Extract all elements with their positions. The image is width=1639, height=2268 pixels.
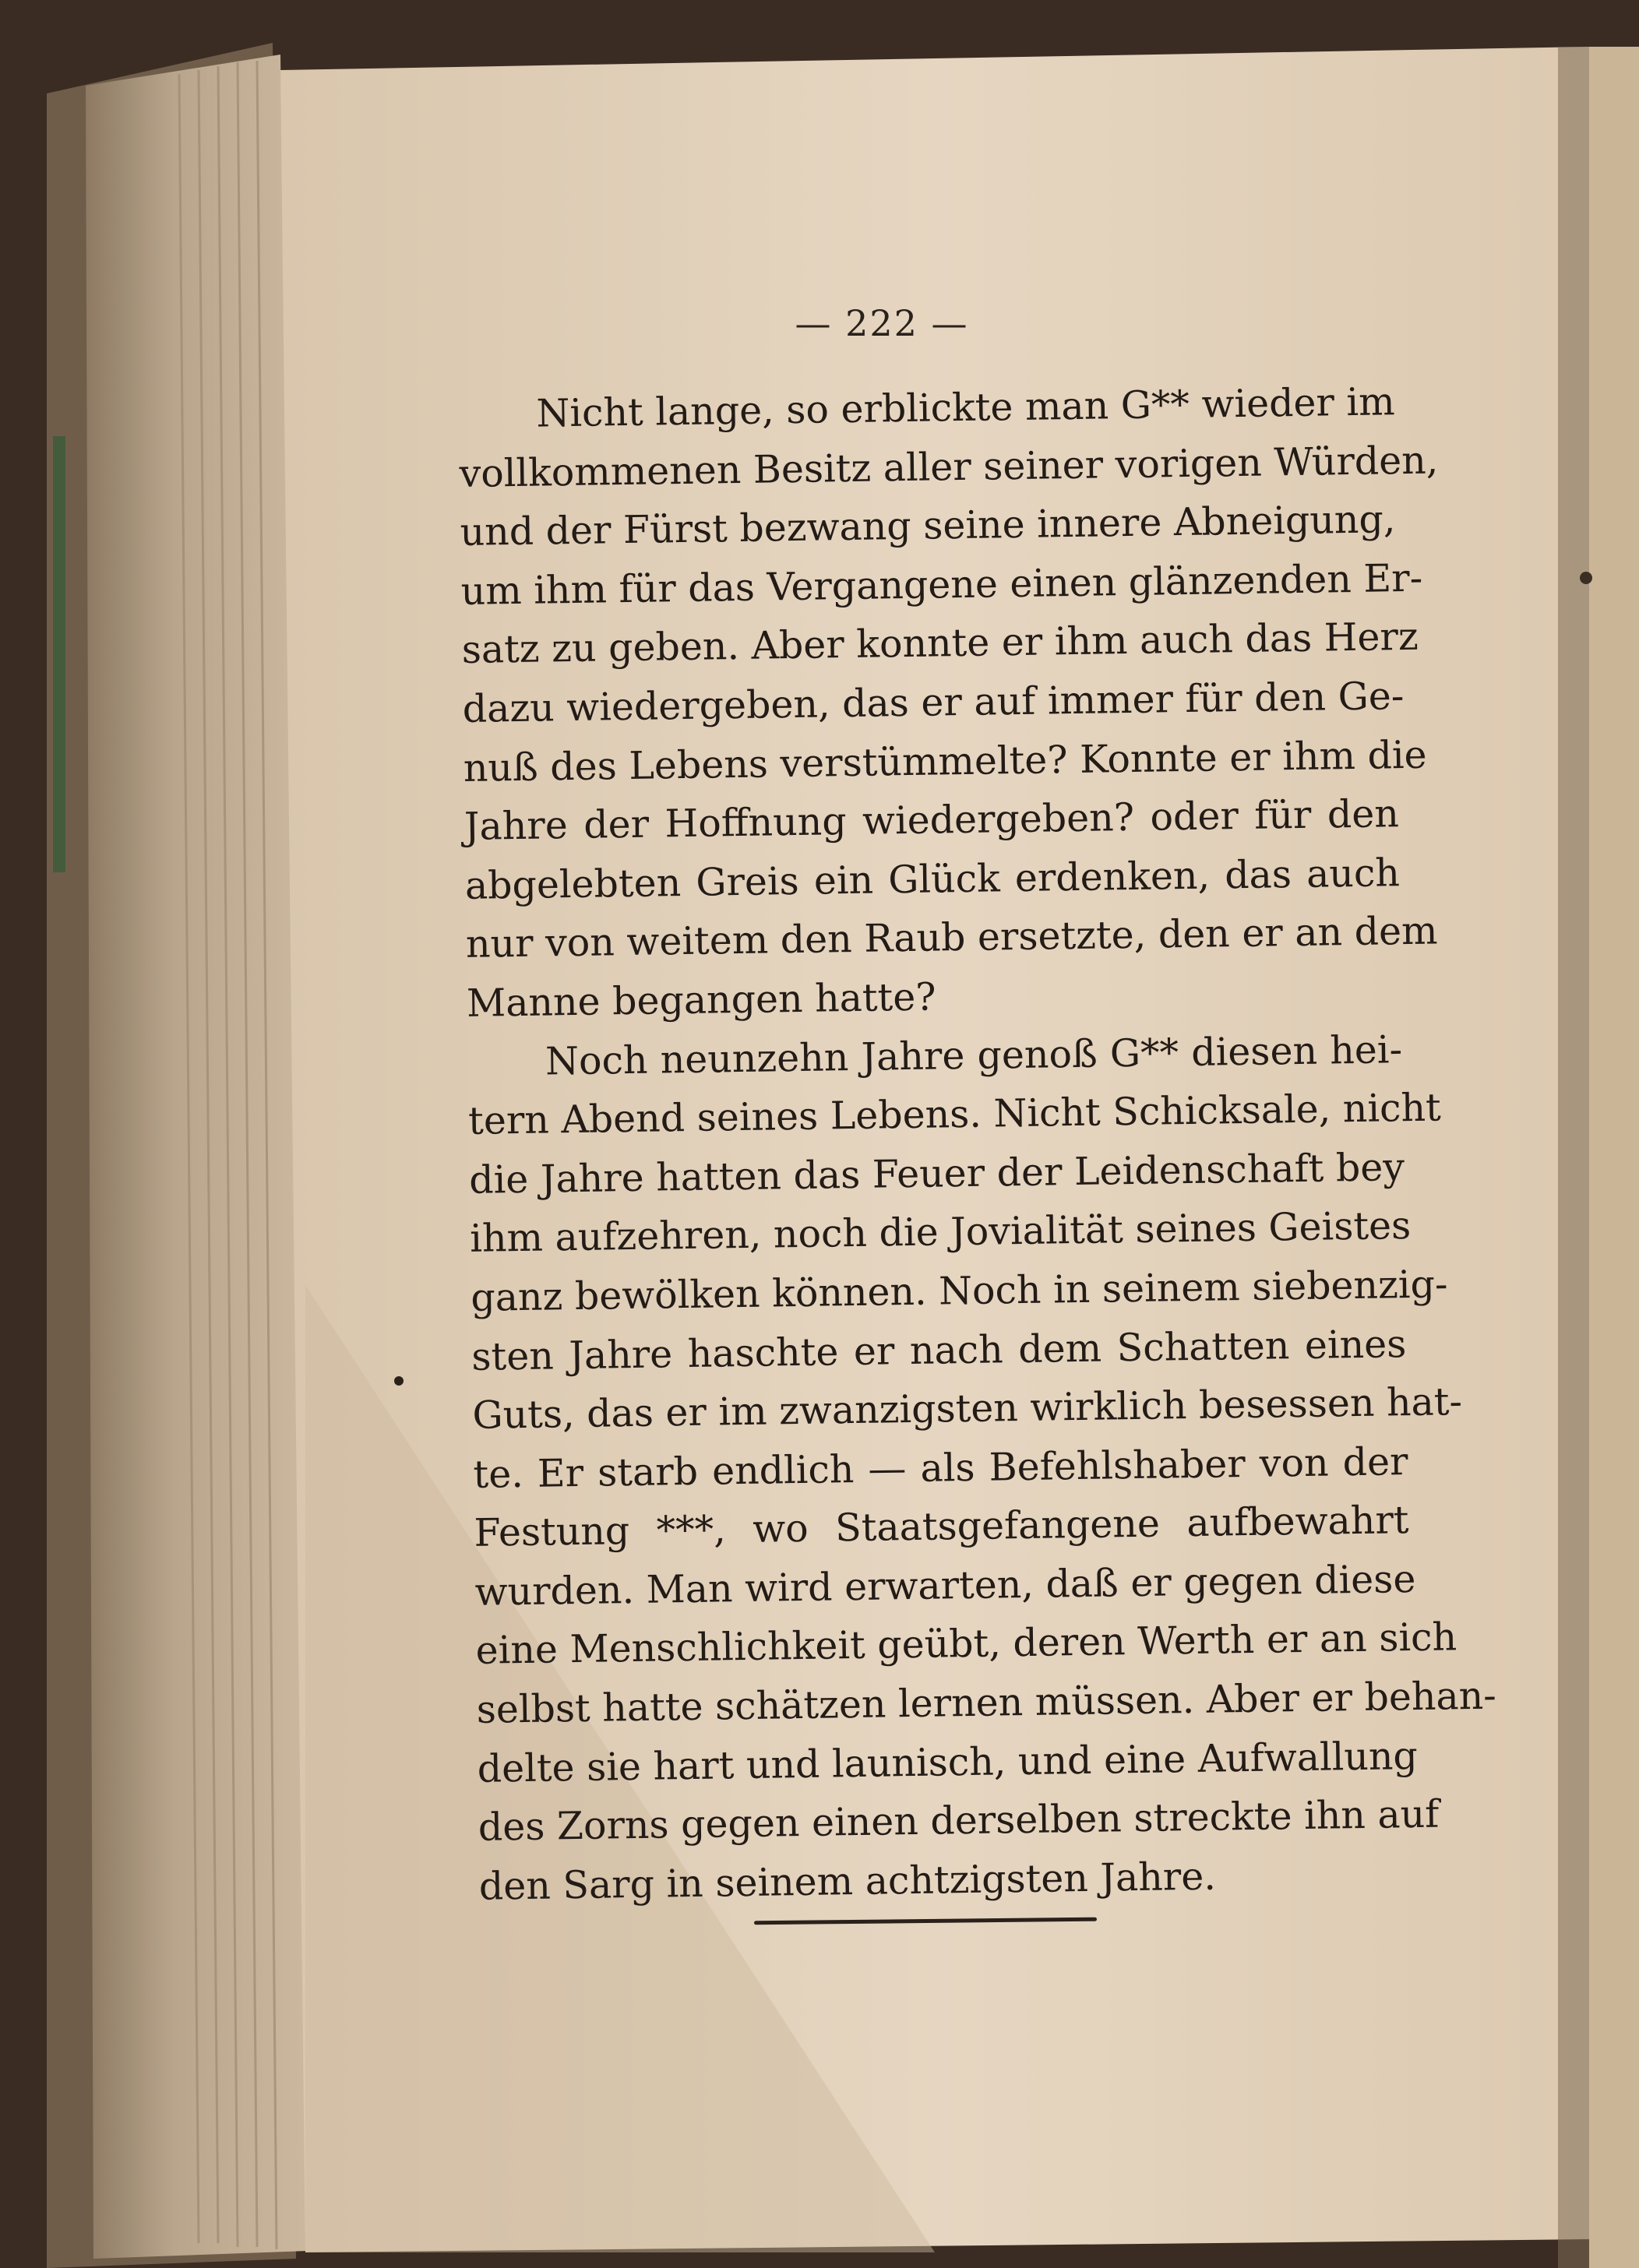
text-line: des Zorns gegen einen derselben streckte ihn auf [478, 1791, 1440, 1851]
text-line: tern Abend seines Lebens. Nicht Schicksale, nicht [467, 1085, 1442, 1144]
green-ribbon [53, 436, 65, 872]
text-line: te. Er starb endlich — als Befehlshaber von der [473, 1439, 1408, 1497]
text-line: nuß des Lebens verstümmelte? Konnte er ihm die [463, 732, 1427, 791]
text-line: selbst hatte schätzen lernen müssen. Aber er behan- [476, 1673, 1497, 1732]
text-line: vollkommenen Besitz aller seiner vorigen Würden, [459, 438, 1439, 496]
text-line: satz zu geben. Aber konnte er ihm auch das Herz [461, 615, 1419, 673]
text-line: abgelebten Greis ein Glück erdenken, das auch [464, 850, 1401, 908]
paragraph-1 [458, 372, 1439, 1033]
text-line: den Sarg in seinem achtzigsten Jahre. [478, 1854, 1217, 1909]
text-line: Jahre der Hoffnung wiedergeben? oder für den [464, 791, 1400, 850]
text-line: dazu wiedergeben, das er auf immer für den Ge- [462, 674, 1405, 731]
text-line: delte sie hart und launisch, und eine Aufwallung [477, 1733, 1419, 1791]
text-line: eine Menschlichkeit geübt, deren Werth er an sich [475, 1615, 1457, 1674]
text-line: wurden. Man wird erwarten, daß er gegen diese [474, 1556, 1416, 1615]
text-line: sten Jahre haschte er nach dem Schatten eines [471, 1321, 1407, 1379]
text-line: Guts, das er im zwanzigsten wirklich besessen hat- [472, 1379, 1463, 1438]
text-line: um ihm für das Vergangene einen glänzenden Er- [460, 555, 1423, 614]
text-line: die Jahre hatten das Feuer der Leidenschaft bey [468, 1144, 1405, 1203]
text-line: Noch neunzehn Jahre genoß G** diesen hei- [545, 1027, 1403, 1084]
text-line: ganz bewölken können. Noch in seinem siebenzig- [470, 1262, 1448, 1320]
text-line: ihm aufzehren, noch die Jovialität seines Geistes [469, 1203, 1412, 1262]
text-line: Manne begangen hatte? [466, 974, 936, 1026]
text-line: und der Fürst bezwang seine innere Abneigung, [460, 497, 1396, 555]
ink-speck [394, 1376, 404, 1386]
page-number: — 222 — [795, 302, 969, 344]
text-line: nur von weitem den Raub ersetzte, den er an dem [465, 908, 1438, 967]
facing-page-sliver [1589, 47, 1639, 2268]
text-line: Nicht lange, so erblickte man G** wieder im [536, 379, 1395, 436]
paragraph-2 [467, 1020, 1497, 1917]
ink-speck [1580, 572, 1592, 584]
text-line: Festung ***, wo Staatsgefangene aufbewahrt [474, 1498, 1409, 1556]
body-text [458, 372, 1497, 1916]
